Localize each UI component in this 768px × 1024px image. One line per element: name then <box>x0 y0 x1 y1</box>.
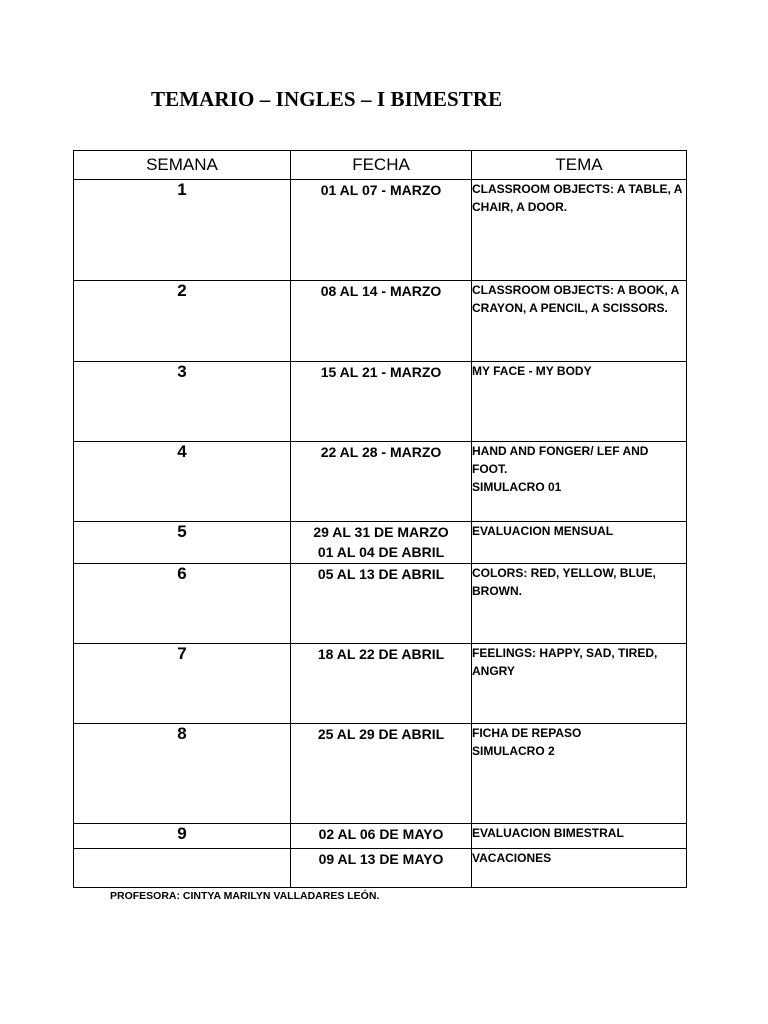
topic <box>472 724 687 824</box>
topic-line: SIMULACRO 01 <box>472 480 562 494</box>
date-range <box>291 564 472 644</box>
topic-line: MY FACE - MY BODY <box>472 364 592 378</box>
table-row <box>74 824 687 849</box>
topic <box>472 442 687 522</box>
table-header-row <box>74 151 687 180</box>
topic <box>472 281 687 362</box>
header-fecha: FECHA <box>291 151 472 180</box>
topic-line: EVALUACION MENSUAL <box>472 524 614 538</box>
topic-line: CLASSROOM OBJECTS: A TABLE, A CHAIR, A DOOR. <box>472 182 682 214</box>
topic <box>472 564 687 644</box>
header-tema: TEMA <box>472 151 687 180</box>
week-number: 4 <box>74 442 291 522</box>
table-row <box>74 281 687 362</box>
week-number: 7 <box>74 644 291 724</box>
header-semana: SEMANA <box>74 151 291 180</box>
teacher-name: PROFESORA: CINTYA MARILYN VALLADARES LEÓN. <box>110 890 380 902</box>
date-line: 01 AL 07 - MARZO <box>320 182 442 198</box>
table-row <box>74 724 687 824</box>
date-range <box>291 724 472 824</box>
week-number: 3 <box>74 362 291 442</box>
table-row <box>74 644 687 724</box>
date-line: 02 AL 06 DE MAYO <box>318 826 444 842</box>
date-range <box>291 824 472 849</box>
topic <box>472 522 687 564</box>
table-row <box>74 180 687 281</box>
date-range <box>291 281 472 362</box>
week-number: 5 <box>74 522 291 564</box>
week-number: 1 <box>74 180 291 281</box>
table-body <box>74 180 687 888</box>
date-range <box>291 849 472 888</box>
date-line: 29 AL 31 DE MARZO <box>313 524 449 540</box>
date-line: 18 AL 22 DE ABRIL <box>317 646 445 662</box>
date-line: 22 AL 28 - MARZO <box>320 444 442 460</box>
table-row <box>74 362 687 442</box>
topic-line: CLASSROOM OBJECTS: A BOOK, A CRAYON, A PENCIL, A SCISSORS. <box>472 283 679 315</box>
date-line: 09 AL 13 DE MAYO <box>318 851 444 867</box>
date-line: 01 AL 04 DE ABRIL <box>317 544 445 560</box>
topic-line: EVALUACION BIMESTRAL <box>472 826 624 840</box>
topic <box>472 849 687 888</box>
topic <box>472 362 687 442</box>
syllabus-table <box>73 150 687 888</box>
date-range <box>291 180 472 281</box>
topic-line: FEELINGS: HAPPY, SAD, TIRED, ANGRY <box>472 646 658 678</box>
table-row <box>74 564 687 644</box>
page-title: TEMARIO – INGLES – I BIMESTRE <box>151 87 503 111</box>
date-range <box>291 362 472 442</box>
topic <box>472 180 687 281</box>
week-number: 2 <box>74 281 291 362</box>
topic-line: HAND AND FONGER/ LEF AND FOOT. <box>472 444 649 476</box>
week-number <box>74 849 291 888</box>
table-row <box>74 522 687 564</box>
date-range <box>291 522 472 564</box>
topic-line: SIMULACRO 2 <box>472 744 555 758</box>
topic <box>472 644 687 724</box>
table-row <box>74 849 687 888</box>
date-range <box>291 644 472 724</box>
topic-line: COLORS: RED, YELLOW, BLUE, BROWN. <box>472 566 656 598</box>
date-line: 25 AL 29 DE ABRIL <box>317 726 445 742</box>
week-number: 9 <box>74 824 291 849</box>
date-range <box>291 442 472 522</box>
week-number: 8 <box>74 724 291 824</box>
date-line: 05 AL 13 DE ABRIL <box>317 566 445 582</box>
date-line: 15 AL 21 - MARZO <box>320 364 442 380</box>
date-line: 08 AL 14 - MARZO <box>320 283 442 299</box>
table-row <box>74 442 687 522</box>
week-number: 6 <box>74 564 291 644</box>
topic-line: FICHA DE REPASO <box>472 726 582 740</box>
topic <box>472 824 687 849</box>
topic-line: VACACIONES <box>472 851 552 865</box>
